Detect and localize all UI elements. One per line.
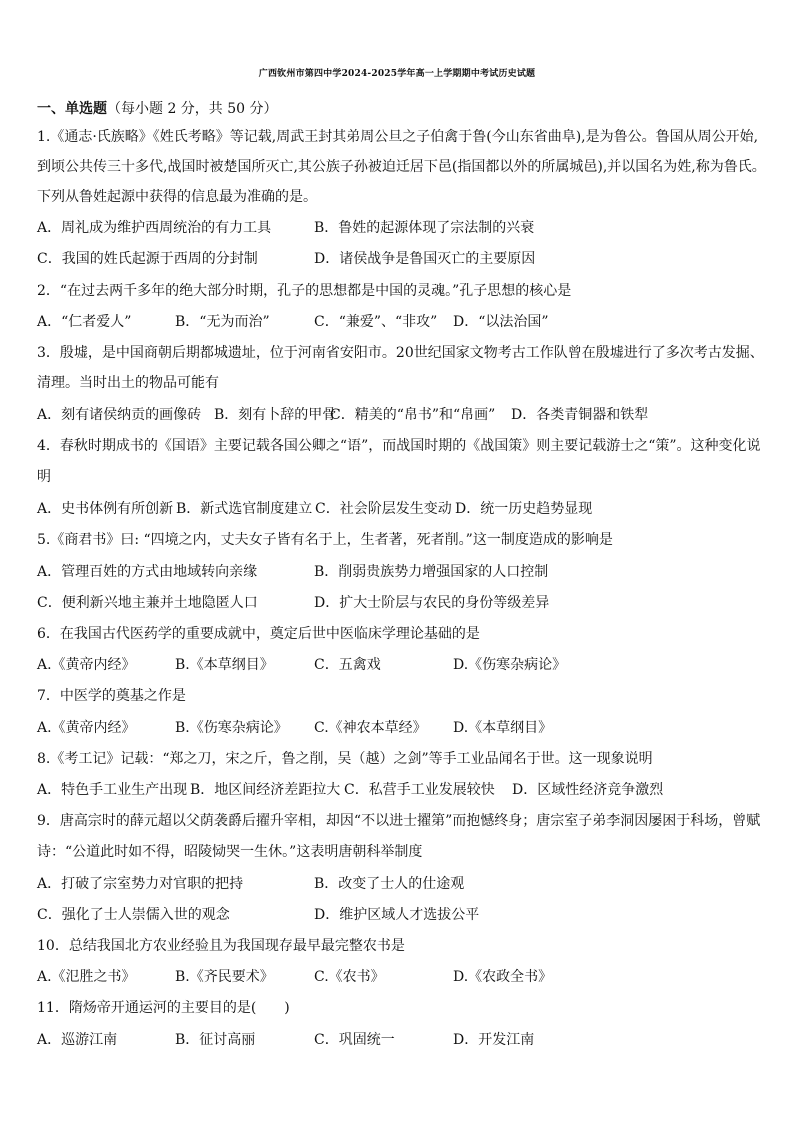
q6-option-d: D.《伤寒杂病论》 [453,657,567,673]
q10-option-d: D.《农政全书》 [453,969,553,985]
q9-option-d: D．维护区域人才选拔公平 [314,907,480,923]
q1-stem-line-1: 1.《通志·氏族略》《姓氏考略》等记载,周武王封其弟周公旦之子伯禽于鲁(今山东省曲阜),是为鲁公。鲁国从周公开始, [37,129,759,145]
q8-option-b: B．地区间经济差距拉大 [190,782,341,798]
q9-option-b: B．改变了士人的仕途观 [314,876,465,892]
q8-stem: 8.《考工记》记载：“郑之刀，宋之斤，鲁之削，吴（越）之剑”等手工业品闻名于世。这一现象说明 [37,751,653,767]
q5-option-a: A．管理百姓的方式由地域转向亲缘 [37,564,258,580]
q1-option-d: D．诸侯战争是鲁国灭亡的主要原因 [314,251,536,267]
q1-option-c: C．我国的姓氏起源于西周的分封制 [37,251,258,267]
q2-option-b: B．“无为而治” [175,314,270,330]
q9-stem-line-2: 诗：“公道此时如不得，昭陵恸哭一生休。”这表明唐朝科举制度 [37,844,423,860]
q9-option-a: A．打破了宗室势力对官职的把持 [37,876,244,892]
q2-option-c: C．“兼爱”、“非攻” [314,314,438,330]
q11-option-d: D．开发江南 [453,1032,535,1048]
q7-option-b: B.《伤寒杂病论》 [175,720,288,736]
q10-stem: 10．总结我国北方农业经验且为我国现存最早最完整农书是 [37,938,405,954]
q9-option-c: C．强化了士人崇儒入世的观念 [37,907,230,923]
q11-stem: 11．隋炀帝开通运河的主要目的是( ) [37,1000,290,1016]
q7-stem: 7．中医学的奠基之作是 [37,688,186,704]
q4-stem-line-2: 明 [37,469,51,485]
q6-option-c: C．五禽戏 [314,657,381,673]
exam-title: 广西钦州市第四中学2024-2025学年高一上学期期中考试历史试题 [258,69,536,79]
q8-option-c: C．私营手工业发展较快 [344,782,495,798]
q7-option-c: C.《神农本草经》 [314,720,427,736]
q1-stem-line-3: 下列从鲁姓起源中获得的信息最为准确的是。 [37,189,317,205]
q3-stem-line-1: 3．殷墟，是中国商朝后期都城遗址，位于河南省安阳市。20世纪国家文物考古工作队曾在殷墟进行了多次考古发掘、 [37,345,764,361]
q1-option-b: B．鲁姓的起源体现了宗法制的兴衰 [314,220,535,236]
q10-option-b: B.《齐民要术》 [175,969,274,985]
q10-option-c: C.《农书》 [314,969,385,985]
q8-option-a: A．特色手工业生产出现 [37,782,188,798]
q4-stem-line-1: 4．春秋时期成书的《国语》主要记载各国公卿之“语”，而战国时期的《战国策》则主要记载游士之“策”。这种变化说 [37,438,761,454]
q5-option-d: D．扩大士阶层与农民的身份等级差异 [314,595,550,611]
q9-stem-line-1: 9．唐高宗时的薛元超以父荫袭爵后擢升宰相，却因“不以进士擢第”而抱憾终身；唐宗室子弟李洞因屡困于科场，曾赋 [37,813,761,829]
q7-option-a: A.《黄帝内经》 [37,720,136,736]
q3-option-b: B．刻有卜辞的甲骨 [214,407,337,423]
section-header [37,100,278,118]
q1-stem-line-2: 到顷公共传三十多代,战国时被楚国所灭亡,其公族子孙被迫迁居下邑(指国都以外的所属城邑),并以国名为姓,称为鲁氏。 [37,159,766,175]
q3-option-c: C．精美的“帛书”和“帛画” [330,407,496,423]
q4-option-c: C．社会阶层发生变动 [315,501,452,517]
q6-option-b: B.《本草纲目》 [175,657,274,673]
section-note: （每小题 2 分，共 50 分） [107,101,278,117]
q2-stem: 2．“在过去两千多年的绝大部分时期，孔子的思想都是中国的灵魂。”孔子思想的核心是 [37,283,572,299]
q4-option-a: A．史书体例有所创新 [37,501,174,517]
q6-stem: 6．在我国古代医药学的重要成就中，奠定后世中医临床学理论基础的是 [37,626,480,642]
q6-option-a: A.《黄帝内经》 [37,657,136,673]
q3-option-d: D．各类青铜器和铁犁 [511,407,649,423]
q3-option-a: A．刻有诸侯纳贡的画像砖 [37,407,202,423]
q5-option-c: C．便利新兴地主兼并土地隐匿人口 [37,595,258,611]
q7-option-d: D.《本草纲目》 [453,720,553,736]
q1-option-a: A．周礼成为维护西周统治的有力工具 [37,220,272,236]
q11-option-b: B．征讨高丽 [175,1032,256,1048]
q3-stem-line-2: 清理。当时出土的物品可能有 [37,375,219,391]
q5-stem: 5.《商君书》曰: “四境之内，丈夫女子皆有名于上，生者著，死者削。”这一制度造成的影响是 [37,532,613,548]
q4-option-b: B．新式选官制度建立 [176,501,313,517]
q8-option-d: D．区域性经济竞争激烈 [512,782,664,798]
section-label: 一、单选题 [37,101,107,117]
q11-option-c: C．巩固统一 [314,1032,395,1048]
q2-option-d: D．“以法治国” [453,314,549,330]
q10-option-a: A.《氾胜之书》 [37,969,136,985]
q2-option-a: A．“仁者爱人” [37,314,132,330]
q11-option-a: A．巡游江南 [37,1032,118,1048]
q4-option-d: D．统一历史趋势显现 [455,501,593,517]
q5-option-b: B．削弱贵族势力增强国家的人口控制 [314,564,549,580]
